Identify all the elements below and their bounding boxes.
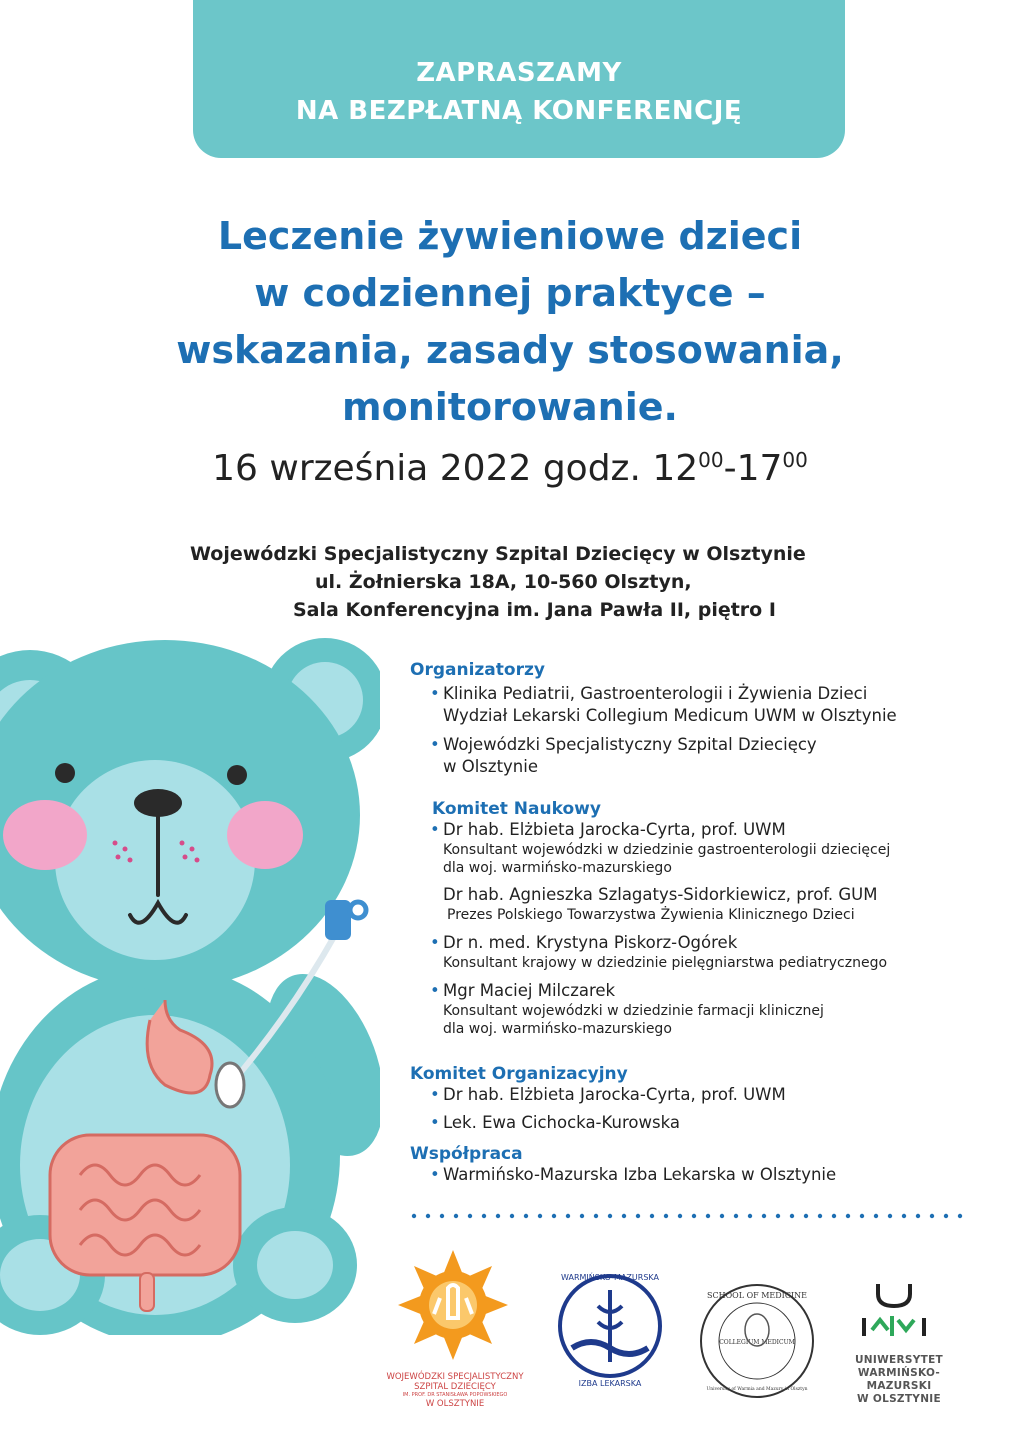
- item-desc: Konsultant wojewódzki w dziedzinie gastroenterologii dziecięcej: [443, 842, 891, 858]
- divider-dot: [678, 1214, 682, 1218]
- event-date: [120, 448, 900, 489]
- cooperation-heading: Współpraca: [410, 1144, 523, 1164]
- medical-chamber-logo: [550, 1268, 670, 1388]
- bullet-icon: •: [430, 735, 440, 754]
- school-of-medicine-seal: [698, 1282, 816, 1400]
- hospital-caption: [380, 1372, 530, 1409]
- divider-dot: [692, 1214, 696, 1218]
- item-text: Dr hab. Agnieszka Szlagatys-Sidorkiewicz, prof. GUM: [443, 885, 878, 904]
- bullet-icon: •: [430, 684, 440, 703]
- divider-dot: [468, 1214, 472, 1218]
- divider-dot: [412, 1214, 416, 1218]
- divider-dot: [930, 1214, 934, 1218]
- bullet-icon: •: [430, 820, 440, 839]
- item-text: Dr hab. Elżbieta Jarocka-Cyrta, prof. UWM: [443, 820, 786, 839]
- caption-line: SZPITAL DZIECIĘCY: [414, 1382, 496, 1392]
- caption-line: IM. PROF. DR STANISŁAWA POPOWSKIEGO: [402, 1392, 508, 1398]
- list-item: [410, 980, 970, 1002]
- caption-line: W OLSZTYNIE: [425, 1399, 485, 1409]
- title-line-4: monitorowanie.: [342, 385, 678, 429]
- divider-dot: [580, 1214, 584, 1218]
- item-desc: Konsultant wojewódzki w dziedzinie farmacji klinicznej: [443, 1003, 824, 1019]
- list-item: [410, 734, 970, 778]
- item-text: Warmińsko-Mazurska Izba Lekarska w Olsztynie: [443, 1165, 837, 1184]
- list-item: [410, 683, 970, 727]
- divider-dot: [790, 1214, 794, 1218]
- bullet-icon: •: [430, 1165, 440, 1184]
- title-line-1: Leczenie żywieniowe dzieci: [217, 214, 803, 258]
- item-desc: Prezes Polskiego Towarzystwa Żywienia Klinicznego Dzieci: [447, 907, 855, 923]
- divider-dot: [860, 1214, 864, 1218]
- item-text: Klinika Pediatrii, Gastroenterologii i Żywienia Dzieci: [443, 684, 868, 703]
- list-item: [410, 884, 970, 906]
- divider-dot: [482, 1214, 486, 1218]
- dotted-divider: [410, 1211, 970, 1221]
- item-desc: dla woj. warmińsko-mazurskiego: [443, 1021, 672, 1037]
- divider-dot: [776, 1214, 780, 1218]
- title-line-2: w codziennej praktyce –: [254, 271, 766, 315]
- school-bottom-text: University of Warmia and Mazury in Olsztyn: [706, 1387, 808, 1392]
- item-text: Wydział Lekarski Collegium Medicum UWM w Olsztynie: [443, 706, 897, 725]
- bullet-icon: •: [430, 933, 440, 952]
- school-mid-text: COLLEGIUM MEDICUM: [719, 1339, 795, 1346]
- uwm-name: [829, 1354, 969, 1406]
- caption-line: WOJEWÓDZKI SPECJALISTYCZNY: [386, 1372, 524, 1382]
- item-desc: Konsultant krajowy w dziedzinie pielęgniarstwa pediatrycznego: [443, 955, 888, 971]
- divider-dot: [706, 1214, 710, 1218]
- date-text: 16 września 2022 godz. 12: [212, 448, 699, 489]
- end-hour: -17: [723, 448, 783, 489]
- uwm-line: W OLSZTYNIE: [857, 1393, 941, 1405]
- divider-dot: [426, 1214, 430, 1218]
- divider-dot: [650, 1214, 654, 1218]
- uwm-line: WARMIŃSKO-MAZURSKI: [857, 1367, 941, 1392]
- item-desc: dla woj. warmińsko-mazurskiego: [443, 860, 672, 876]
- divider-dot: [440, 1214, 444, 1218]
- header-banner: [193, 0, 845, 158]
- divider-dot: [454, 1214, 458, 1218]
- item-text: Dr n. med. Krystyna Piskorz-Ogórek: [443, 933, 738, 952]
- divider-dot: [594, 1214, 598, 1218]
- divider-dot: [538, 1214, 542, 1218]
- organizers-heading: Organizatorzy: [410, 660, 545, 680]
- list-item: [410, 819, 970, 841]
- divider-dot: [804, 1214, 808, 1218]
- divider-dot: [608, 1214, 612, 1218]
- item-text: w Olsztynie: [443, 757, 538, 776]
- divider-dot: [944, 1214, 948, 1218]
- banner-line-1: ZAPRASZAMY: [416, 58, 622, 88]
- divider-dot: [916, 1214, 920, 1218]
- hospital-sun-logo: [388, 1248, 518, 1363]
- divider-dot: [818, 1214, 822, 1218]
- item-text: Wojewódzki Specjalistyczny Szpital Dziecięcy: [443, 735, 817, 754]
- divider-dot: [524, 1214, 528, 1218]
- bullet-icon: •: [430, 981, 440, 1000]
- end-minutes: 00: [782, 448, 808, 472]
- divider-dot: [566, 1214, 570, 1218]
- teddy-bear-illustration: [0, 635, 380, 1335]
- divider-dot: [958, 1214, 962, 1218]
- title-line-3: wskazania, zasady stosowania,: [176, 328, 844, 372]
- chamber-bottom-text: IZBA LEKARSKA: [578, 1379, 642, 1388]
- venue-line-3: Sala Konferencyjna im. Jana Pawła II, piętro I: [293, 599, 776, 621]
- divider-dot: [496, 1214, 500, 1218]
- venue-line-2: ul. Żołnierska 18A, 10-560 Olsztyn,: [315, 571, 692, 593]
- list-item: [410, 932, 970, 954]
- scientific-heading: Komitet Naukowy: [432, 799, 601, 819]
- item-text: Mgr Maciej Milczarek: [443, 981, 616, 1000]
- divider-dot: [636, 1214, 640, 1218]
- uwm-logo: [858, 1278, 930, 1340]
- school-top-text: SCHOOL OF MEDICINE: [707, 1291, 807, 1300]
- chamber-top-text: WARMIŃSKO-MAZURSKA: [561, 1273, 659, 1282]
- info-panel: [410, 660, 970, 1186]
- divider-dot: [734, 1214, 738, 1218]
- venue-line-1: Wojewódzki Specjalistyczny Szpital Dziecięcy w Olsztynie: [190, 543, 806, 565]
- list-item: [410, 1112, 970, 1134]
- item-text: Lek. Ewa Cichocka-Kurowska: [443, 1113, 680, 1132]
- bullet-icon: •: [430, 1085, 440, 1104]
- item-text: Dr hab. Elżbieta Jarocka-Cyrta, prof. UWM: [443, 1085, 786, 1104]
- divider-dot: [874, 1214, 878, 1218]
- divider-dot: [552, 1214, 556, 1218]
- uwm-line: UNIWERSYTET: [854, 1354, 944, 1366]
- divider-dot: [664, 1214, 668, 1218]
- bullet-icon: •: [430, 1113, 440, 1132]
- list-item: [410, 1164, 970, 1186]
- divider-dot: [846, 1214, 850, 1218]
- conference-title: [100, 208, 920, 436]
- organizing-heading: Komitet Organizacyjny: [410, 1064, 628, 1084]
- list-item: [410, 1084, 970, 1106]
- divider-dot: [888, 1214, 892, 1218]
- venue-address: [150, 540, 890, 624]
- divider-dot: [720, 1214, 724, 1218]
- banner-line-2: NA BEZPŁATNĄ KONFERENCJĘ: [295, 96, 743, 126]
- divider-dot: [832, 1214, 836, 1218]
- divider-dot: [762, 1214, 766, 1218]
- divider-dot: [622, 1214, 626, 1218]
- divider-dot: [902, 1214, 906, 1218]
- divider-dot: [748, 1214, 752, 1218]
- start-minutes: 00: [698, 448, 724, 472]
- divider-dot: [510, 1214, 514, 1218]
